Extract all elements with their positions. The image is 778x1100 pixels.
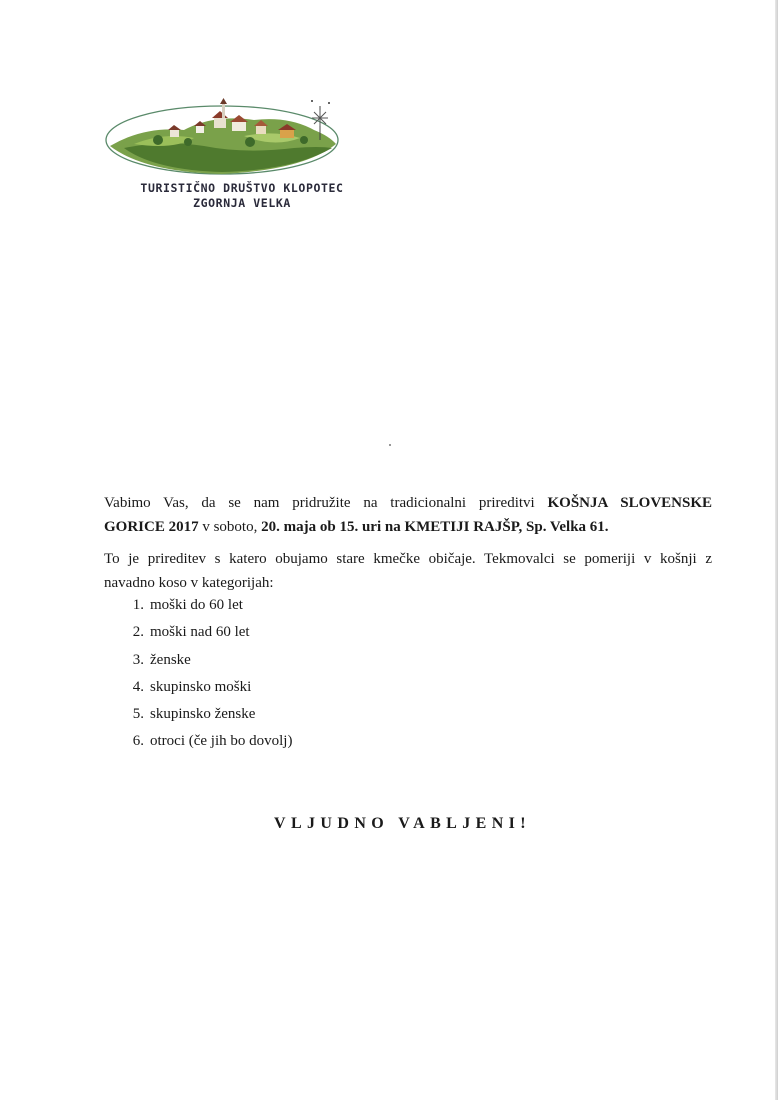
invitation-text-cont: v soboto, — [198, 519, 262, 535]
list-item — [104, 597, 292, 624]
event-date-location: 20. maja ob 15. uri na KMETIJI RAJŠP, Sp. Velka 61. — [261, 519, 609, 535]
organization-name: TURISTIČNO DRUŠTVO KLOPOTEC — [140, 181, 344, 195]
invitation-paragraph — [104, 491, 712, 539]
closing-greeting: VLJUDNO VABLJENI! — [274, 815, 532, 832]
category-label: skupinsko moški — [150, 678, 252, 695]
invitation-line-1 — [104, 491, 712, 515]
invitation-text: Vabimo Vas, da se nam pridružite na tradicionalni prireditvi — [104, 495, 548, 511]
list-item — [104, 733, 292, 760]
list-item — [104, 652, 292, 679]
list-number: 3. — [132, 651, 144, 668]
category-label: moški nad 60 let — [150, 624, 250, 641]
category-label: otroci (če jih bo dovolj) — [150, 733, 293, 750]
category-label: ženske — [150, 651, 191, 668]
list-number: 1. — [132, 597, 144, 613]
list-item — [104, 624, 292, 651]
invitation-line-2 — [104, 515, 712, 539]
description-paragraph — [104, 547, 712, 595]
list-item — [104, 679, 292, 706]
list-item — [104, 706, 292, 733]
list-number: 4. — [132, 678, 144, 695]
category-label: moški do 60 let — [150, 597, 243, 613]
list-number: 6. — [132, 733, 144, 750]
event-name: KOŠNJA SLOVENSKE — [547, 495, 713, 511]
village-hill-landscape-logo — [104, 96, 360, 176]
description-line-1: To je prireditev s katero obujamo stare kmečke običaje. Tekmovalci se pomeriji v košnji z — [104, 551, 712, 567]
scan-speck — [389, 444, 391, 446]
categories-list — [104, 597, 292, 761]
event-name-cont: GORICE 2017 — [104, 519, 199, 535]
list-number: 2. — [132, 624, 144, 641]
description-line-2: navadno koso v kategorijah: — [104, 575, 274, 591]
organization-location: ZGORNJA VELKA — [193, 196, 291, 210]
category-label: skupinsko ženske — [150, 706, 256, 723]
list-number: 5. — [132, 706, 144, 723]
